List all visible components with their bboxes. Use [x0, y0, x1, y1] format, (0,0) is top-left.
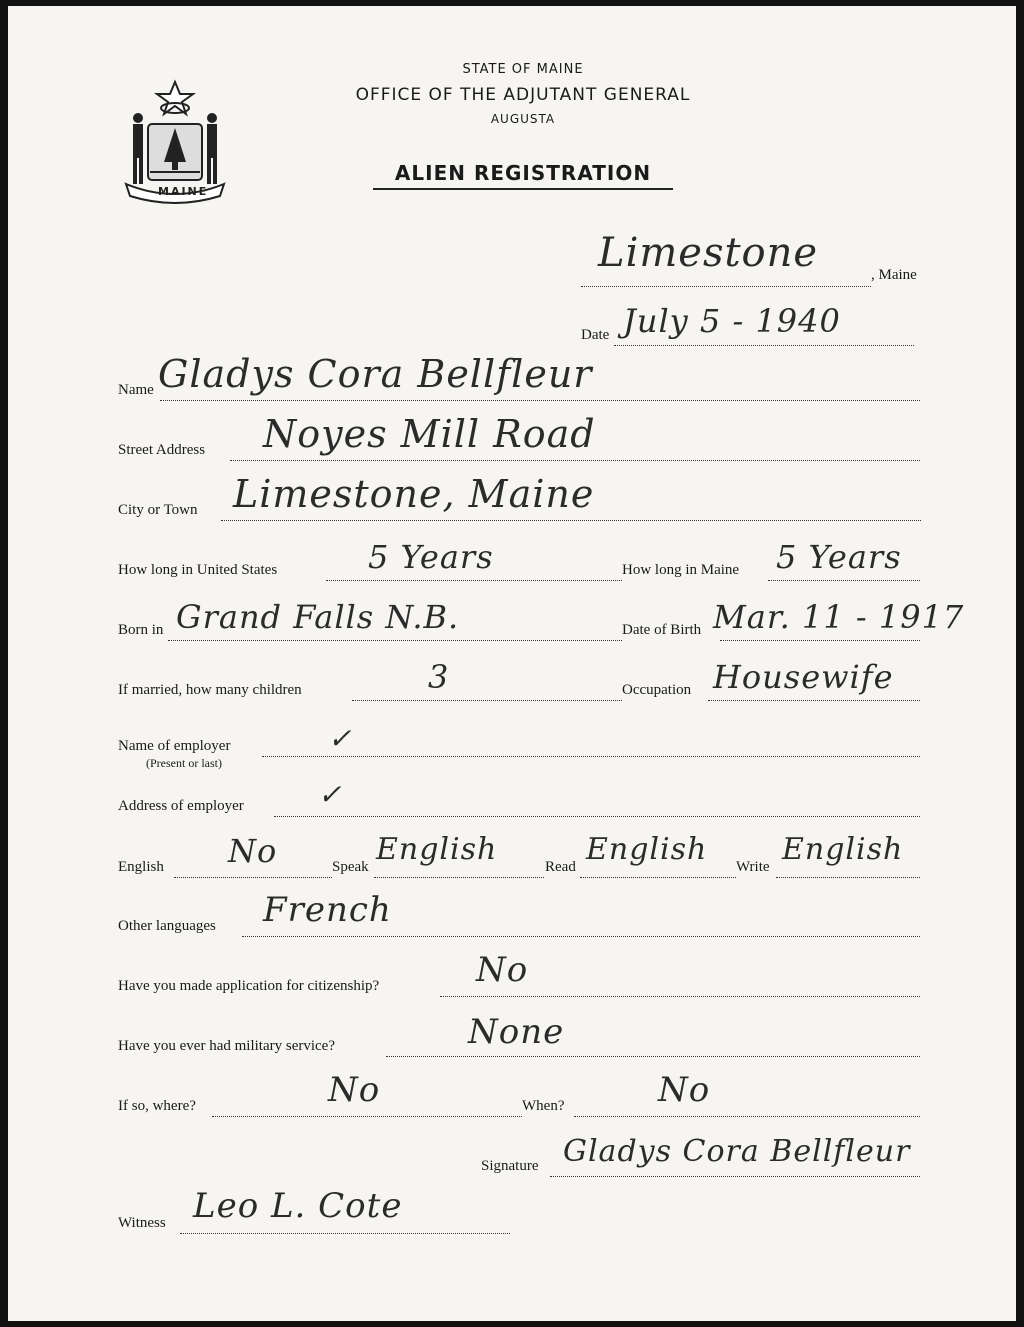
read-value: English — [586, 832, 708, 867]
name-line — [160, 400, 920, 401]
street-value: Noyes Mill Road — [263, 412, 596, 456]
witness-value: Leo L. Cote — [193, 1186, 403, 1226]
citizenship-line — [440, 996, 920, 997]
page-title: ALIEN REGISTRATION — [394, 161, 652, 185]
employer-address-line — [274, 816, 920, 817]
children-value: 3 — [428, 658, 450, 696]
read-label: Read — [545, 859, 576, 875]
state-seal-icon — [120, 78, 230, 204]
read-line — [580, 877, 736, 878]
date-label: Date — [581, 327, 610, 343]
dob-line — [720, 640, 920, 641]
english-line — [174, 877, 332, 878]
employer-line — [262, 756, 920, 757]
city-label: City or Town — [118, 502, 198, 518]
english-value: No — [228, 832, 278, 870]
where-value: No — [328, 1070, 381, 1110]
town-value: Limestone — [598, 230, 819, 276]
how-long-us-value: 5 Years — [368, 538, 494, 576]
how-long-maine-value: 5 Years — [776, 538, 902, 576]
name-value: Gladys Cora Bellfleur — [158, 352, 593, 396]
when-line — [574, 1116, 920, 1117]
how-long-maine-line — [768, 580, 920, 581]
header-office: OFFICE OF THE ADJUTANT GENERAL — [355, 85, 691, 105]
dob-label: Date of Birth — [622, 622, 702, 638]
employer-address-value: ✓ — [318, 778, 343, 811]
header-city: AUGUSTA — [490, 112, 556, 126]
occupation-label: Occupation — [622, 682, 692, 698]
street-label: Street Address — [118, 442, 206, 458]
born-line — [168, 640, 622, 641]
other-languages-line — [242, 936, 920, 937]
citizenship-value: No — [476, 950, 529, 990]
employer-note: (Present or last) — [146, 756, 222, 770]
employer-address-label: Address of employer — [118, 798, 244, 814]
military-label: Have you ever had military service? — [118, 1038, 335, 1054]
date-line — [614, 345, 914, 346]
city-value: Limestone, Maine — [233, 472, 595, 516]
employer-value: ✓ — [328, 722, 353, 755]
signature-label: Signature — [481, 1158, 539, 1174]
write-value: English — [782, 832, 904, 867]
where-label: If so, where? — [118, 1098, 196, 1114]
title-underline — [373, 188, 673, 190]
employer-label: Name of employer — [118, 738, 231, 754]
occupation-value: Housewife — [713, 658, 894, 696]
citizenship-label: Have you made application for citizenship? — [118, 978, 380, 994]
header-state: STATE OF MAINE — [462, 62, 584, 77]
where-line — [212, 1116, 522, 1117]
speak-value: English — [376, 832, 498, 867]
signature-value: Gladys Cora Bellfleur — [563, 1134, 911, 1169]
when-label: When? — [522, 1098, 565, 1114]
date-value: July 5 - 1940 — [623, 302, 841, 340]
when-value: No — [658, 1070, 711, 1110]
signature-line — [550, 1176, 920, 1177]
city-line — [221, 520, 921, 521]
other-languages-label: Other languages — [118, 918, 216, 934]
seal-banner-text: MAINE — [158, 185, 209, 198]
town-line — [581, 286, 871, 287]
dob-value: Mar. 11 - 1917 — [713, 598, 965, 636]
military-value: None — [468, 1012, 565, 1052]
other-languages-value: French — [263, 890, 392, 930]
how-long-us-line — [326, 580, 622, 581]
speak-line — [374, 877, 544, 878]
occupation-line — [708, 700, 920, 701]
english-label: English — [118, 859, 164, 875]
speak-label: Speak — [332, 859, 369, 875]
how-long-maine-label: How long in Maine — [622, 562, 740, 578]
name-label: Name — [118, 382, 154, 398]
document-page — [8, 6, 1016, 1321]
street-line — [230, 460, 920, 461]
children-label: If married, how many children — [118, 682, 302, 698]
witness-line — [180, 1233, 510, 1234]
maine-label: , Maine — [871, 267, 917, 283]
military-line — [386, 1056, 920, 1057]
write-line — [776, 877, 920, 878]
witness-label: Witness — [118, 1215, 166, 1231]
born-label: Born in — [118, 622, 164, 638]
write-label: Write — [736, 859, 770, 875]
children-line — [352, 700, 622, 701]
how-long-us-label: How long in United States — [118, 562, 278, 578]
born-value: Grand Falls N.B. — [176, 598, 460, 636]
